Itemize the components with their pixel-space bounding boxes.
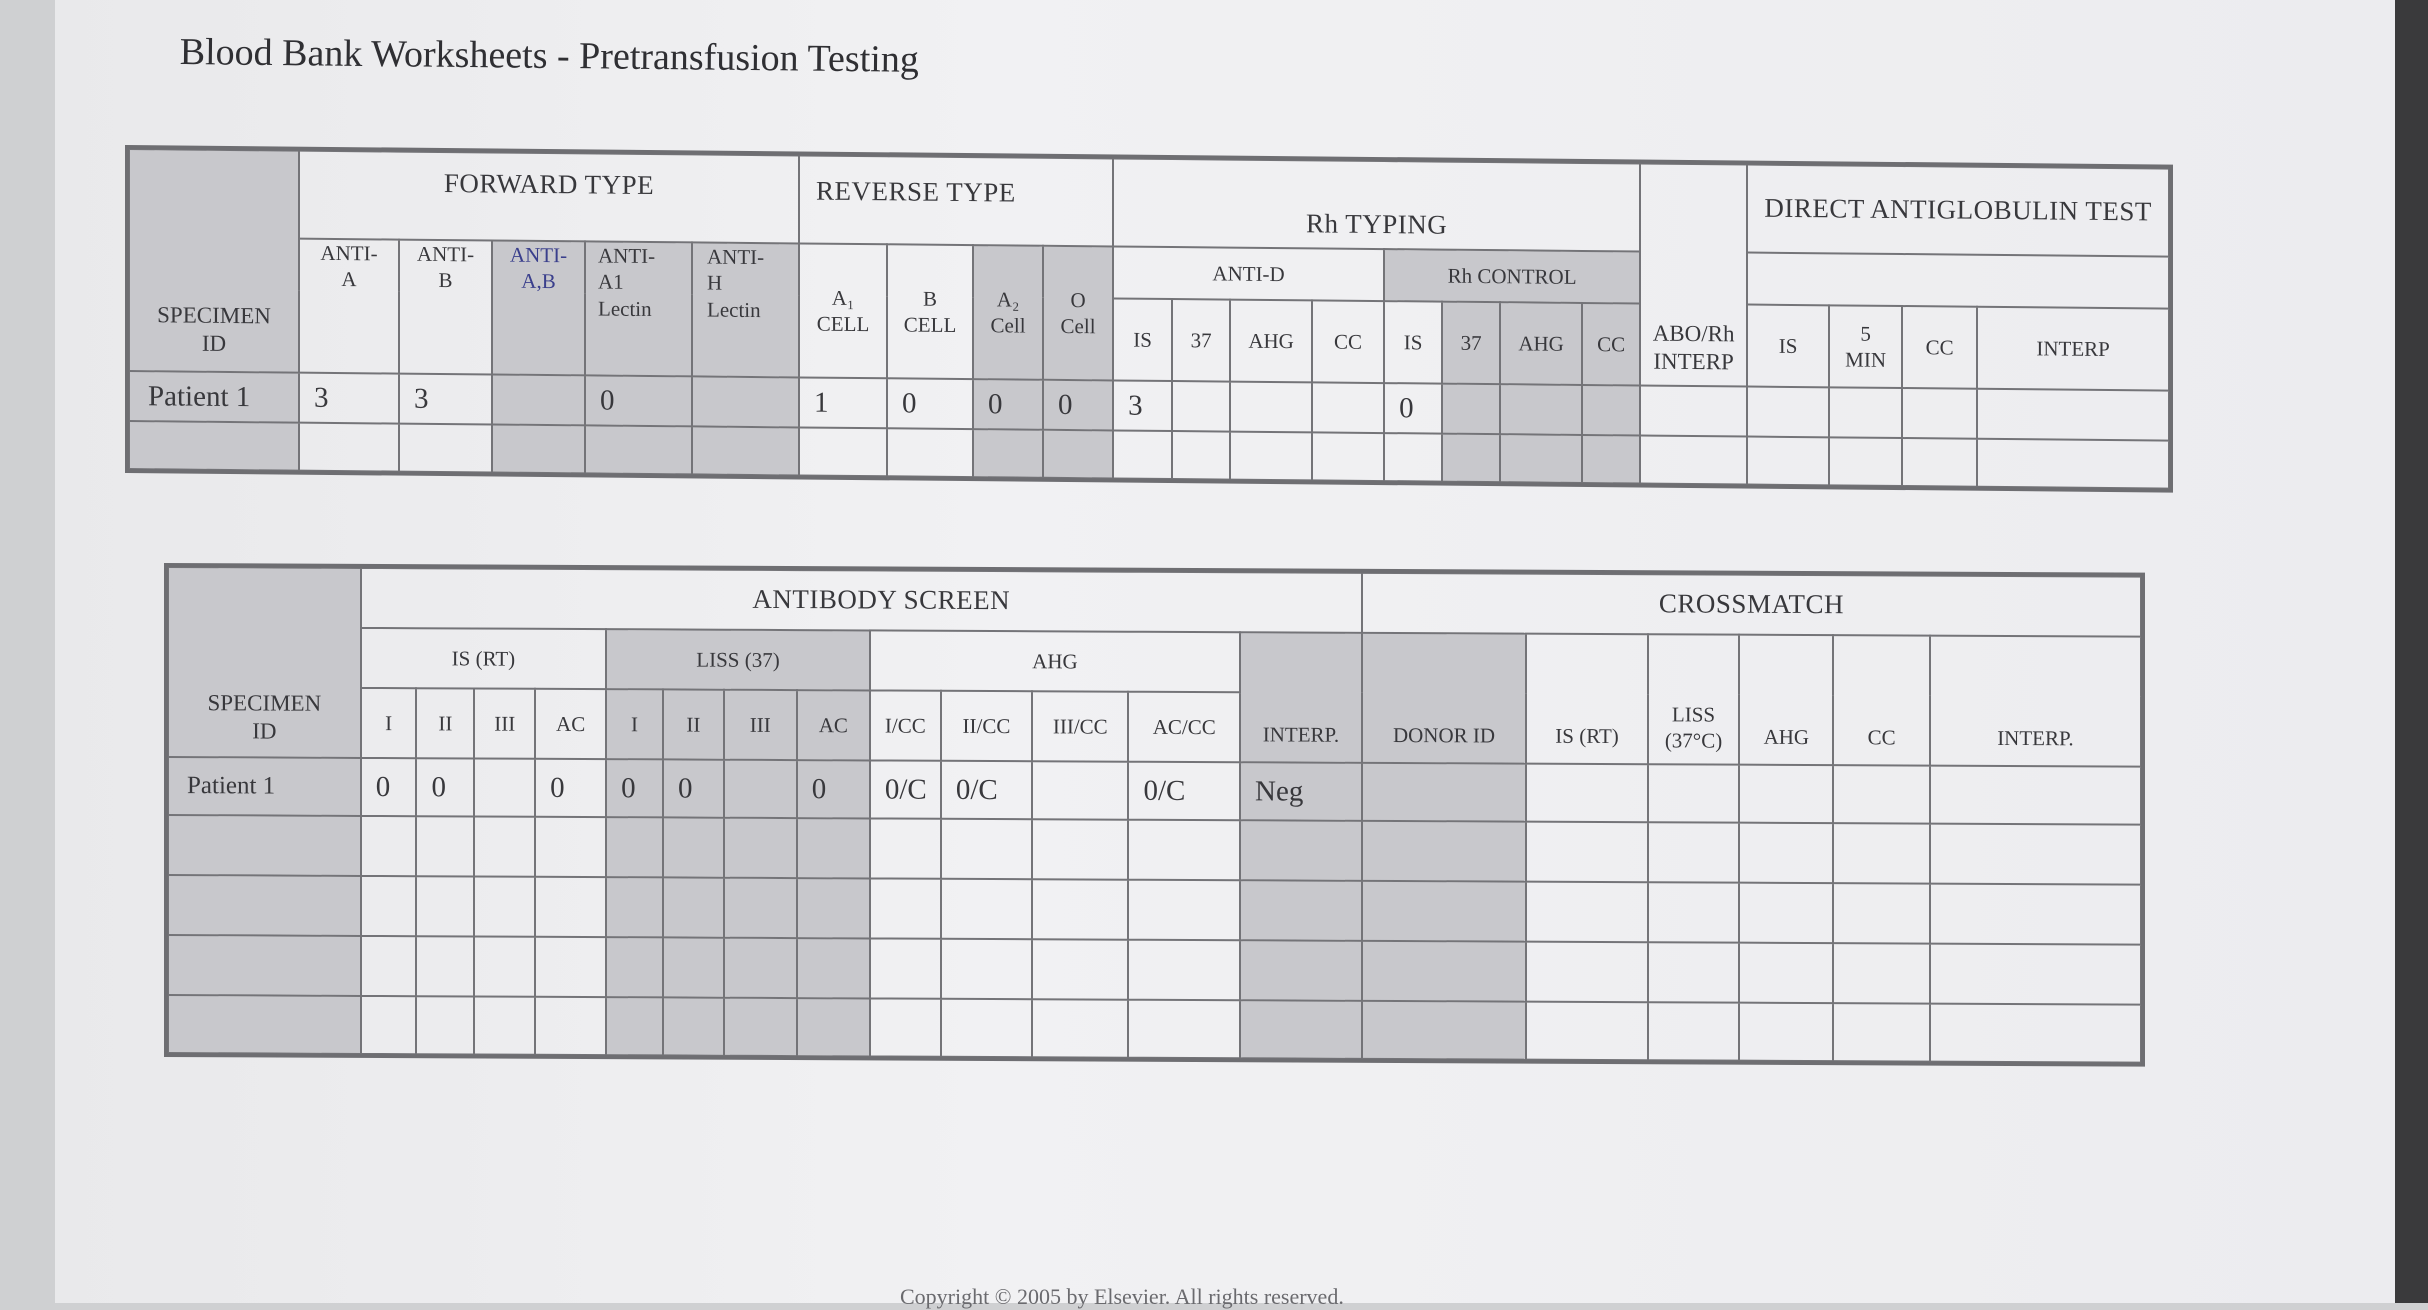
blank-cell[interactable] — [1128, 820, 1240, 881]
blank-cell[interactable] — [941, 999, 1032, 1057]
blank-cell[interactable] — [606, 937, 663, 997]
is-cell-ii-header: II — [416, 688, 474, 758]
anti-d-ahg-header: AHG — [1230, 300, 1312, 383]
rh-control-cc-result[interactable] — [1582, 385, 1640, 436]
anti-ab-label: ANTI- A,B — [509, 242, 568, 294]
specimen-id-header: SPECIMEN ID — [168, 567, 361, 758]
blank-cell[interactable] — [1362, 821, 1526, 882]
anti-a1-result[interactable]: 0 — [585, 375, 692, 426]
is-i-result[interactable]: 0 — [361, 758, 417, 816]
liss-iii-result[interactable] — [724, 760, 797, 818]
blank-cell[interactable] — [168, 995, 361, 1054]
blank-cell[interactable] — [1043, 430, 1113, 479]
ahg-i-result[interactable]: 0/C — [870, 760, 941, 818]
ahg-header: AHG — [870, 630, 1240, 692]
blank-cell[interactable] — [1648, 822, 1739, 882]
anti-d-header: ANTI-D — [1113, 246, 1384, 301]
fwd-anti-ab-header — [492, 240, 585, 375]
a2-cell-result[interactable]: 0 — [973, 379, 1043, 430]
xm-liss-cell[interactable] — [1648, 764, 1739, 822]
liss-ii-result[interactable]: 0 — [663, 759, 724, 817]
dat-is-header: IS — [1747, 305, 1829, 388]
is-rt-header: IS (RT) — [361, 628, 606, 689]
liss-ac-header: AC — [797, 690, 870, 760]
blank-cell[interactable] — [361, 996, 417, 1054]
blank-cell[interactable] — [1829, 437, 1902, 486]
blank-cell[interactable] — [399, 424, 492, 473]
blank-cell[interactable] — [1739, 883, 1833, 943]
specimen-id-cell[interactable]: Patient 1 — [168, 757, 361, 816]
blank-cell[interactable] — [1833, 823, 1929, 883]
abo-rh-interp-result[interactable] — [1640, 386, 1747, 437]
table-row — [168, 995, 2141, 1063]
rh-control-ahg-header: AHG — [1500, 302, 1582, 385]
forward-type-header: FORWARD TYPE — [299, 151, 799, 244]
blank-cell[interactable] — [1032, 939, 1128, 999]
xm-interp-cell[interactable] — [1930, 766, 2141, 825]
blank-cell[interactable] — [474, 937, 535, 997]
fwd-anti-a1-header: ANTI- A1 Lectin — [585, 241, 692, 376]
blank-cell[interactable] — [1362, 881, 1526, 942]
anti-d-is-result[interactable]: 3 — [1113, 380, 1172, 431]
rev-o-cell-header: O Cell — [1043, 246, 1113, 381]
liss-i-result[interactable]: 0 — [606, 759, 663, 817]
blank-cell[interactable] — [1902, 438, 1977, 487]
liss-cell-iii-header: III — [724, 690, 797, 760]
blank-cell[interactable] — [941, 879, 1032, 939]
b-cell-result[interactable]: 0 — [887, 378, 973, 429]
table-row — [168, 815, 2141, 885]
blank-cell[interactable] — [663, 997, 724, 1055]
blank-cell[interactable] — [1977, 439, 2169, 489]
liss-cell-i-header: I — [606, 689, 663, 759]
copyright-footer: Copyright © 2005 by Elsevier. All rights reserved. — [900, 1284, 1344, 1309]
blank-cell[interactable] — [168, 935, 361, 996]
crossmatch-header: CROSSMATCH — [1362, 573, 2141, 637]
blank-cell[interactable] — [361, 816, 417, 876]
blank-cell[interactable] — [585, 425, 692, 474]
xm-liss-header: LISS (37°C) — [1648, 634, 1739, 764]
blank-cell[interactable] — [129, 421, 299, 471]
rh-control-header: Rh CONTROL — [1384, 249, 1640, 303]
dat-header: DIRECT ANTIGLOBULIN TEST — [1747, 165, 2169, 257]
blank-cell[interactable] — [870, 878, 941, 938]
blank-cell[interactable] — [1739, 1003, 1833, 1061]
blank-cell[interactable] — [1526, 822, 1648, 883]
anti-d-37-result[interactable] — [1172, 381, 1230, 432]
blank-cell[interactable] — [1526, 942, 1648, 1003]
anti-d-is-header: IS — [1113, 298, 1172, 381]
fwd-anti-a-header: ANTI- A — [299, 239, 399, 374]
reverse-type-header: REVERSE TYPE — [799, 155, 1113, 246]
blank-cell[interactable] — [535, 817, 606, 877]
dat-5min-header: 5 MIN — [1829, 305, 1902, 388]
blank-cell[interactable] — [535, 997, 606, 1055]
blank-cell[interactable] — [1362, 1001, 1526, 1060]
anti-ab-result[interactable] — [492, 374, 585, 425]
ahg-cell-i-header: I/CC — [870, 690, 941, 760]
blank-cell[interactable] — [1930, 884, 2141, 945]
blank-cell[interactable] — [870, 938, 941, 998]
xm-ahg-header: AHG — [1739, 635, 1833, 765]
dat-interp-header: INTERP — [1977, 307, 2169, 391]
blank-cell[interactable] — [1640, 436, 1747, 485]
specimen-id-header: SPECIMEN ID — [129, 149, 299, 373]
blank-cell[interactable] — [1747, 437, 1829, 486]
rh-control-is-result[interactable]: 0 — [1384, 383, 1442, 434]
blank-cell[interactable] — [1526, 1002, 1648, 1061]
blank-cell[interactable] — [492, 424, 585, 473]
blank-cell[interactable] — [474, 997, 535, 1055]
blank-cell[interactable] — [1648, 882, 1739, 942]
blank-cell[interactable] — [1113, 430, 1172, 479]
typing-table — [128, 148, 2170, 490]
blank-cell[interactable] — [663, 817, 724, 877]
dat-is-result[interactable] — [1747, 387, 1829, 438]
blank-cell[interactable] — [1739, 943, 1833, 1003]
xm-interp-header: INTERP. — [1930, 636, 2141, 767]
dat-cc-result[interactable] — [1902, 388, 1977, 439]
blank-cell[interactable] — [1240, 820, 1362, 881]
screen-crossmatch-table — [167, 566, 2142, 1064]
dat-cc-header: CC — [1902, 306, 1977, 389]
o-cell-result[interactable]: 0 — [1043, 380, 1113, 431]
blank-cell[interactable] — [1032, 879, 1128, 939]
anti-h-result[interactable] — [692, 376, 799, 427]
rev-a1-cell-header: A₁ CELL — [799, 243, 887, 378]
blank-cell[interactable] — [416, 876, 474, 936]
is-cell-i-header: I — [361, 688, 417, 758]
xm-cc-header: CC — [1833, 635, 1929, 765]
ahg-cell-ii-header: II/CC — [941, 691, 1032, 761]
blank-cell[interactable] — [416, 816, 474, 876]
rh-control-37-result[interactable] — [1442, 384, 1500, 435]
rh-typing-header: Rh TYPING — [1113, 158, 1640, 251]
blank-cell[interactable] — [797, 878, 870, 938]
liss-ac-result[interactable]: 0 — [797, 760, 870, 818]
blank-cell[interactable] — [1930, 1004, 2141, 1063]
blank-cell[interactable] — [1442, 434, 1500, 483]
blank-cell[interactable] — [1833, 943, 1929, 1003]
blank-cell[interactable] — [535, 877, 606, 937]
ahg-cell-iii-header: III/CC — [1032, 691, 1128, 761]
blank-cell[interactable] — [1128, 1000, 1240, 1059]
xm-is-rt-header: IS (RT) — [1526, 634, 1648, 765]
blank-cell[interactable] — [416, 996, 474, 1054]
blank-cell[interactable] — [1526, 882, 1648, 943]
is-ii-result[interactable]: 0 — [416, 758, 474, 816]
blank-cell[interactable] — [606, 877, 663, 937]
dat-interp-result[interactable] — [1977, 389, 2169, 441]
fwd-anti-h-header: ANTI- H Lectin — [692, 242, 799, 377]
liss-cell-ii-header: II — [663, 689, 724, 759]
xm-is-rt-cell[interactable] — [1526, 764, 1648, 823]
is-cell-iii-header: III — [474, 689, 535, 759]
anti-d-cc-header: CC — [1312, 300, 1384, 383]
rh-control-is-header: IS — [1384, 301, 1442, 384]
ahg-iii-result[interactable] — [1032, 761, 1128, 819]
is-ac-header: AC — [535, 689, 606, 759]
rev-b-cell-header: B CELL — [887, 244, 973, 379]
blank-cell[interactable] — [1128, 880, 1240, 941]
xm-cc-cell[interactable] — [1833, 765, 1929, 823]
ahg-ii-result[interactable]: 0/C — [941, 761, 1032, 819]
blank-cell[interactable] — [797, 938, 870, 998]
blank-cell[interactable] — [299, 423, 399, 472]
is-iii-result[interactable] — [474, 759, 535, 817]
blank-cell[interactable] — [941, 819, 1032, 879]
blank-cell[interactable] — [1582, 435, 1640, 484]
table-row — [168, 935, 2141, 1005]
blank-cell[interactable] — [1230, 432, 1312, 481]
blank-cell[interactable] — [606, 997, 663, 1055]
blank-cell[interactable] — [1648, 942, 1739, 1002]
blank-cell[interactable] — [973, 429, 1043, 478]
blank-cell[interactable] — [1032, 999, 1128, 1057]
anti-d-37-header: 37 — [1172, 299, 1230, 382]
blank-cell[interactable] — [692, 426, 799, 475]
rh-control-ahg-result[interactable] — [1500, 384, 1582, 435]
blank-cell[interactable] — [797, 818, 870, 878]
is-ac-result[interactable]: 0 — [535, 759, 606, 817]
ahg-ac-result[interactable]: 0/C — [1128, 762, 1240, 821]
liss-header: LISS (37) — [606, 629, 870, 690]
blank-cell[interactable] — [1833, 883, 1929, 943]
blank-cell[interactable] — [361, 876, 417, 936]
blank-cell[interactable] — [1240, 1000, 1362, 1059]
dat-subheader-blank — [1747, 253, 2169, 309]
blank-cell[interactable] — [535, 937, 606, 997]
blank-cell[interactable] — [870, 818, 941, 878]
blank-cell[interactable] — [724, 998, 797, 1056]
screen-edge — [2395, 0, 2428, 1303]
dat-5min-result[interactable] — [1829, 387, 1902, 438]
page-title: Blood Bank Worksheets - Pretransfusion Testing — [179, 30, 920, 81]
blank-cell[interactable] — [1500, 434, 1582, 483]
blank-cell[interactable] — [663, 937, 724, 997]
ahg-ac-header: AC/CC — [1128, 692, 1240, 763]
blank-cell[interactable] — [606, 817, 663, 877]
blank-cell[interactable] — [724, 878, 797, 938]
a1-cell-result[interactable]: 1 — [799, 377, 887, 428]
xm-ahg-cell[interactable] — [1739, 765, 1833, 823]
table-row — [168, 875, 2141, 945]
anti-d-cc-result[interactable] — [1312, 382, 1384, 433]
screen-interp-result[interactable]: Neg — [1240, 762, 1362, 821]
blank-cell[interactable] — [1172, 431, 1230, 480]
blank-cell[interactable] — [1240, 880, 1362, 941]
blank-cell[interactable] — [168, 815, 361, 876]
screen-interp-header: INTERP. — [1240, 632, 1362, 763]
anti-a-result[interactable]: 3 — [299, 373, 399, 424]
rh-control-cc-header: CC — [1582, 303, 1640, 386]
anti-b-result[interactable]: 3 — [399, 374, 492, 425]
blank-cell[interactable] — [1930, 944, 2141, 1005]
blank-cell[interactable] — [416, 936, 474, 996]
anti-d-ahg-result[interactable] — [1230, 382, 1312, 433]
blank-cell[interactable] — [1384, 433, 1442, 482]
blank-cell[interactable] — [474, 817, 535, 877]
blank-cell[interactable] — [724, 818, 797, 878]
blank-cell[interactable] — [1240, 940, 1362, 1001]
rev-a2-cell-header: A₂ Cell — [973, 245, 1043, 380]
donor-id-cell[interactable] — [1362, 763, 1526, 822]
blank-cell[interactable] — [799, 427, 887, 476]
blank-cell[interactable] — [168, 875, 361, 936]
rh-control-37-header: 37 — [1442, 302, 1500, 385]
specimen-id-cell[interactable]: Patient 1 — [129, 371, 299, 423]
blank-cell[interactable] — [887, 428, 973, 477]
blank-cell[interactable] — [361, 936, 417, 996]
blank-cell[interactable] — [1032, 819, 1128, 879]
blank-cell[interactable] — [797, 998, 870, 1056]
blank-cell[interactable] — [1128, 940, 1240, 1001]
abo-rh-interp-header: ABO/Rh INTERP — [1640, 164, 1747, 387]
fwd-anti-b-header: ANTI- B — [399, 240, 492, 375]
blank-cell[interactable] — [1312, 432, 1384, 481]
blank-cell[interactable] — [870, 998, 941, 1056]
blank-cell[interactable] — [1833, 1003, 1929, 1061]
donor-id-header: DONOR ID — [1362, 633, 1526, 764]
blank-cell[interactable] — [474, 877, 535, 937]
blank-cell[interactable] — [663, 877, 724, 937]
blank-cell[interactable] — [1930, 824, 2141, 885]
blank-cell[interactable] — [941, 939, 1032, 999]
table-row — [168, 757, 2141, 825]
blank-cell[interactable] — [1648, 1002, 1739, 1060]
blank-cell[interactable] — [1362, 941, 1526, 1002]
blank-cell[interactable] — [1739, 823, 1833, 883]
antibody-screen-header: ANTIBODY SCREEN — [361, 568, 1362, 633]
blank-cell[interactable] — [724, 938, 797, 998]
